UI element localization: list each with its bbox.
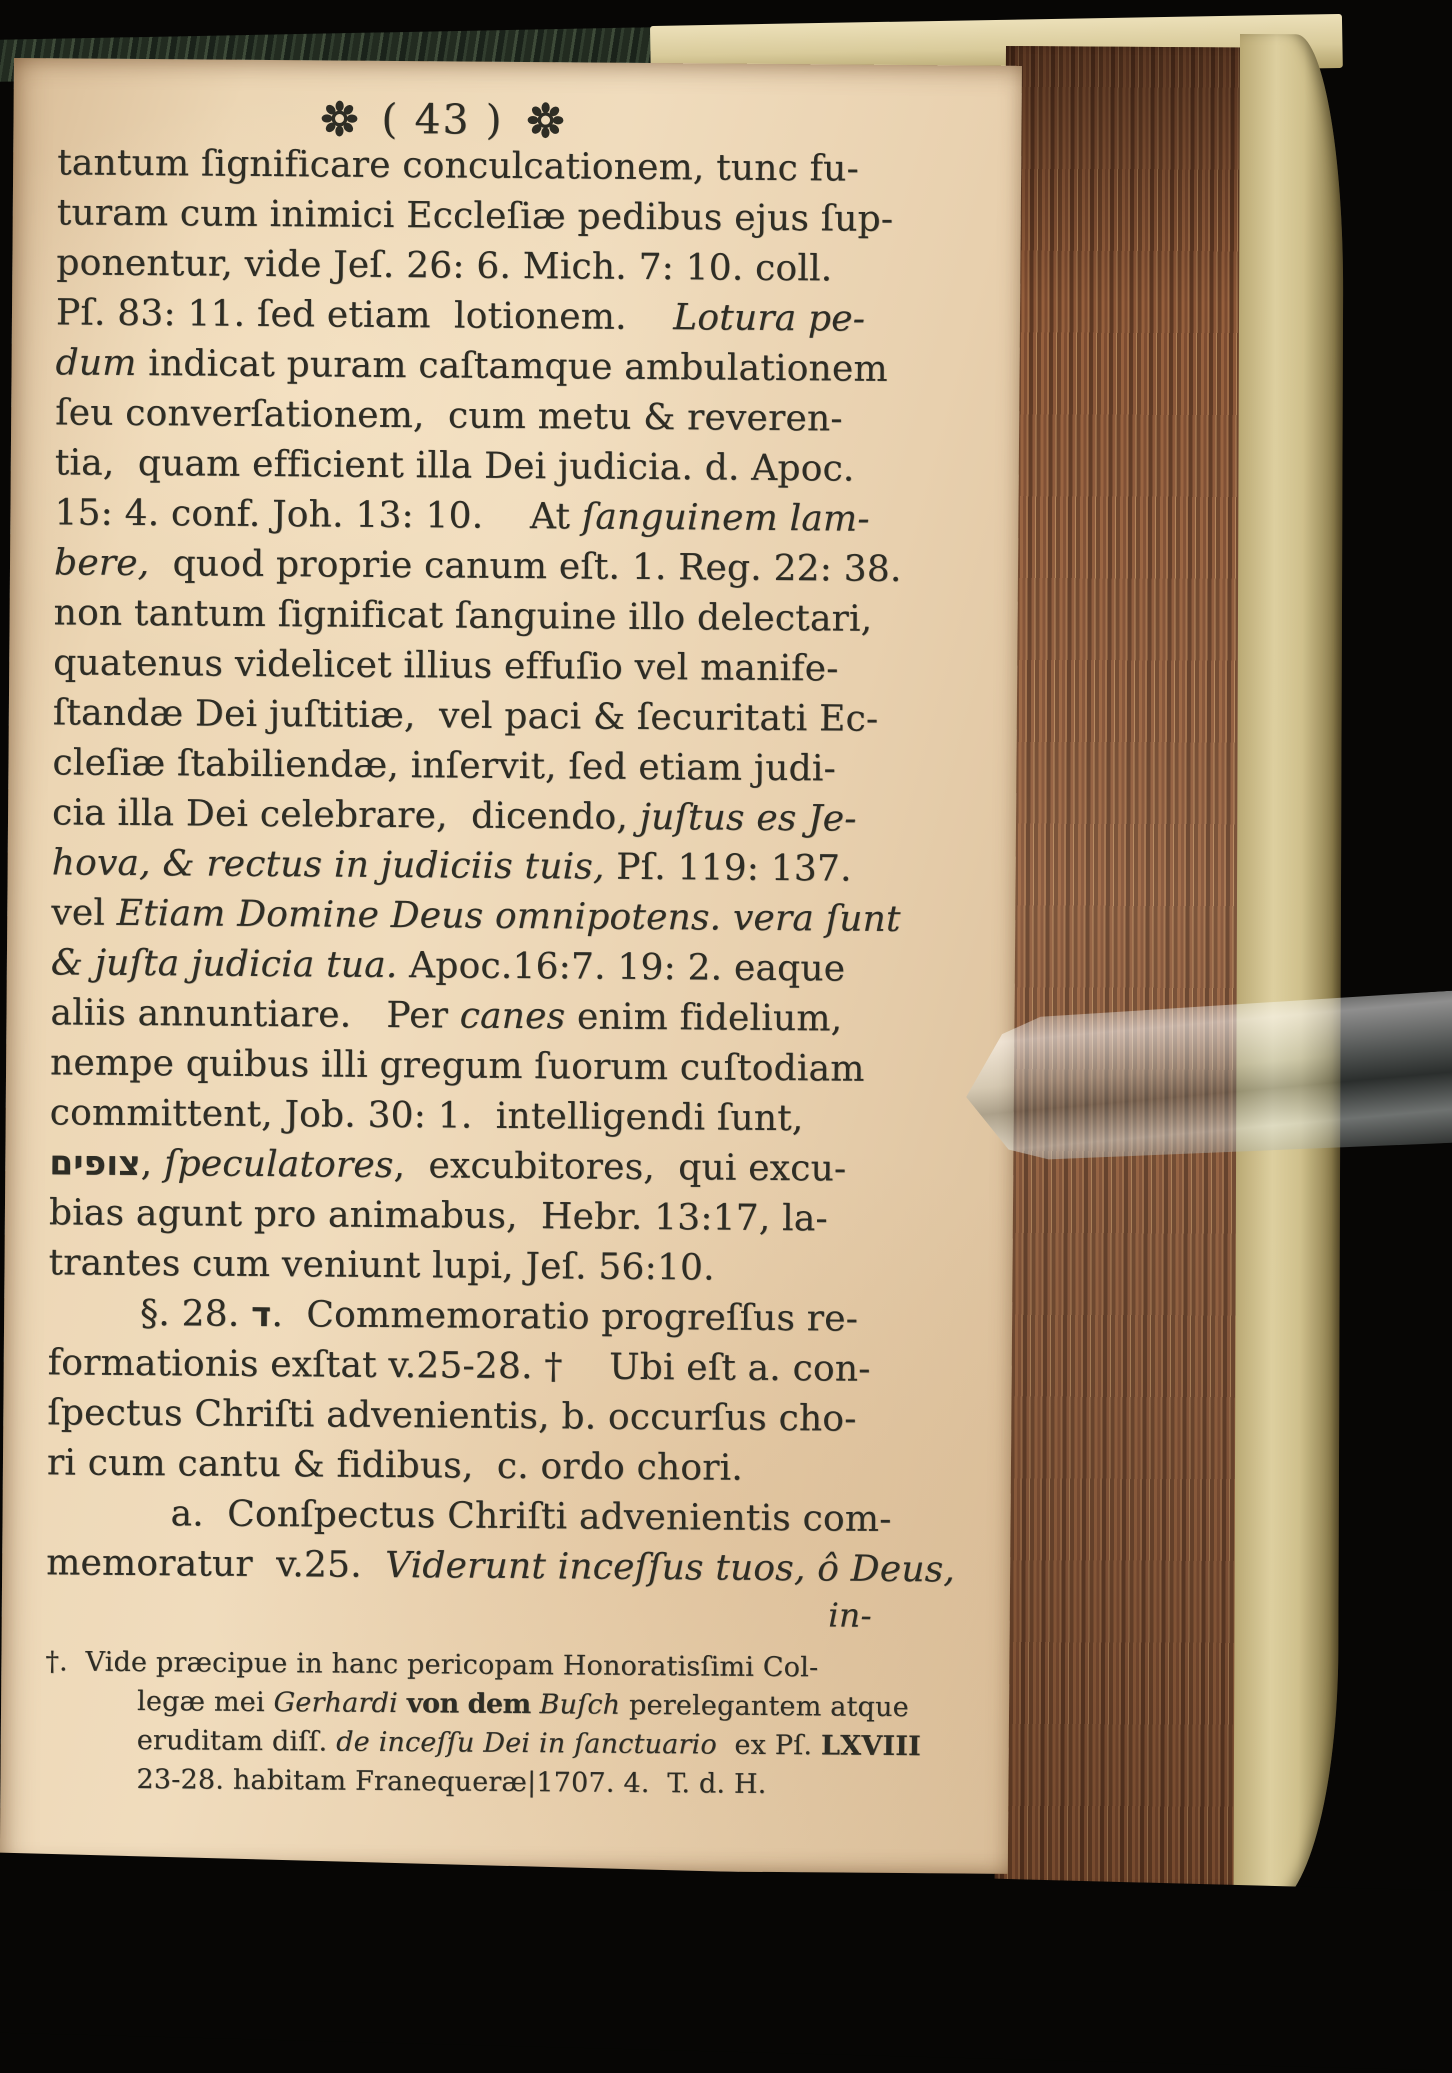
text-line: §. 28. ד. Commemoratio progreſſus re- <box>139 1293 859 1340</box>
text-line: 23-28. habitam Franequeræ|1707. 4. T. d. H. <box>136 1764 767 1800</box>
text-line: formationis exſtat v.25-28. † Ubi eſt a. con- <box>47 1342 871 1390</box>
footnote <box>44 1642 1013 1806</box>
text-line: non tantum ſignificat ſanguine illo delectari, <box>53 592 873 640</box>
text-line: committent, Job. 30: 1. intelligendi ſunt, <box>49 1092 804 1140</box>
text-line: vel Etiam Domine Deus omnipotens. vera ſunt <box>51 892 901 940</box>
book-fore-edge <box>995 46 1250 1887</box>
text-line: cleſiæ ſtabiliendæ, inſervit, ſed etiam judi- <box>52 742 837 790</box>
catchword: in- <box>828 1595 872 1635</box>
book-page <box>0 58 1022 1874</box>
text-line: bias agunt pro animabus, Hebr. 13:17, la- <box>48 1192 829 1240</box>
text-line: cia illa Dei celebrare, dicendo, juſtus es Je- <box>51 792 857 840</box>
text-line: eruditam diſſ. de inceſſu Dei in ſanctuario ex Pſ. LXVIII <box>136 1725 922 1763</box>
text-line: ſpectus Chriſti advenientis, b. occurſus cho- <box>47 1392 857 1440</box>
text-line: hova, & rectus in judiciis tuis, Pſ. 119: 137. <box>51 842 852 890</box>
printer-rosette-icon <box>525 100 565 140</box>
backdrop-bottom-edge <box>0 1852 1452 2073</box>
printer-rosette-icon <box>319 98 359 138</box>
text-line: tantum ſignificare conculcationem, tunc fu- <box>57 142 860 190</box>
body-text <box>44 138 1025 1806</box>
text-line: & juſta judicia tua. Apoc.16:7. 19: 2. eaque <box>50 942 846 990</box>
text-line: aliis annuntiare. Per canes enim fidelium, <box>50 992 843 1040</box>
text-line: Pſ. 83: 11. ſed etiam lotionem. Lotura pe- <box>55 292 866 340</box>
text-line: legæ mei Gerhardi von dem Buſch perelegantem atque <box>136 1686 909 1724</box>
text-line: ponentur, vide Jeſ. 26: 6. Mich. 7: 10. coll. <box>56 242 833 290</box>
text-line: a. Conſpectus Chriſti advenientis com- <box>170 1493 892 1540</box>
text-line: bere, quod proprie canum eſt. 1. Reg. 22: 38. <box>53 542 902 590</box>
page-number: ( 43 ) <box>381 94 504 144</box>
text-line: dum indicat puram caſtamque ambulationem <box>55 342 888 390</box>
vellum-cover-right <box>1233 34 1344 1908</box>
text-line: 15: 4. conf. Joh. 13: 10. At ſanguinem lam- <box>54 492 870 540</box>
text-line: צופים, ſpeculatores, excubitores, qui excu- <box>49 1143 847 1190</box>
text-line: †. Vide præcipue in hanc pericopam Honoratisſimi Col- <box>45 1646 819 1684</box>
text-line: memoratur v.25. Viderunt inceſſus tuos, ô Deus, <box>46 1542 956 1591</box>
text-line: tia, quam efficient illa Dei judicia. d. Apoc. <box>54 442 855 490</box>
text-line: ſtandæ Dei juſtitiæ, vel paci & ſecuritati Ec- <box>52 692 879 740</box>
text-line: turam cum inimici Eccleſiæ pedibus ejus ſup- <box>56 192 894 240</box>
text-line: nempe quibus illi gregum ſuorum cuſtodiam <box>49 1042 865 1090</box>
text-line: ſeu converſationem, cum metu & reveren- <box>55 392 843 440</box>
text-line: quatenus videlicet illius effuſio vel manife- <box>53 642 839 690</box>
text-line: ri cum cantu & fidibus, c. ordo chori. <box>46 1442 744 1489</box>
text-line: trantes cum veniunt lupi, Jeſ. 56:10. <box>48 1242 715 1289</box>
